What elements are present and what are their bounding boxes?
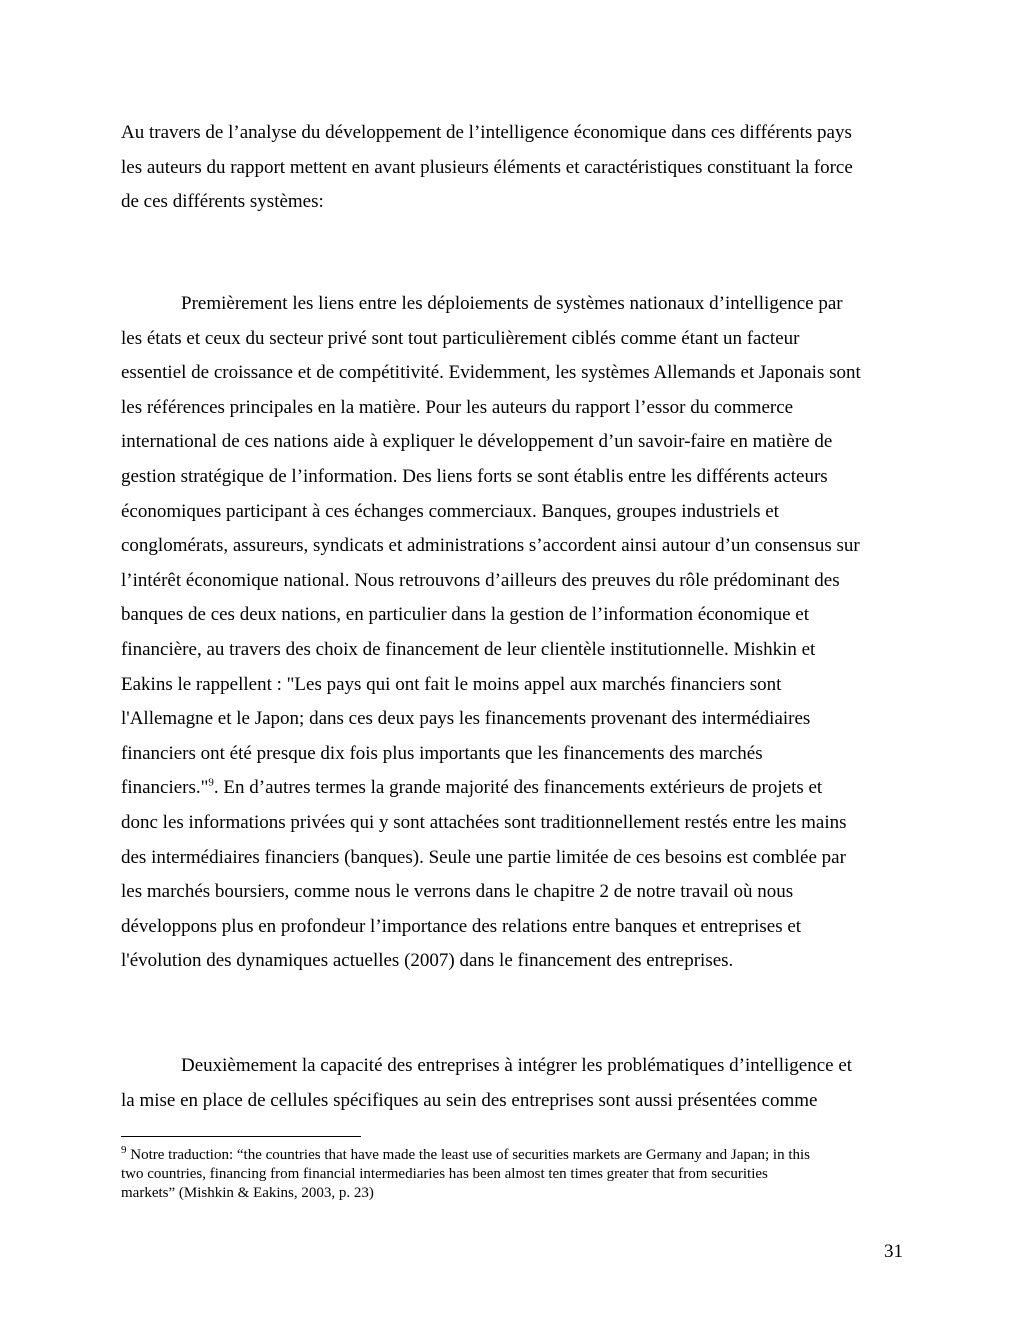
- text-line: l'Allemagne et le Japon; dans ces deux pays les financements provenant des intermédiaires: [121, 708, 811, 730]
- paragraph-premierement: [121, 287, 921, 979]
- text-line: des intermédiaires financiers (banques). Seule une partie limitée de ces besoins est comblée par: [121, 846, 846, 868]
- footnote: [121, 1146, 911, 1203]
- footnote-separator: [121, 1136, 361, 1137]
- text-line: les références principales en la matière. Pour les auteurs du rapport l’essor du commerce: [121, 396, 794, 418]
- text-line: [121, 1049, 921, 1084]
- text-line: conglomérats, assureurs, syndicats et administrations s’accordent ainsi autour d’un consensus sur: [121, 535, 860, 557]
- text-line: [121, 287, 921, 322]
- text-line: financière, au travers des choix de financement de leur clientèle institutionnelle. Mishkin et: [121, 638, 816, 660]
- text-line-with-footnote-ref: [121, 771, 921, 806]
- text-line: les auteurs du rapport mettent en avant plusieurs éléments et caractéristiques constituant la force: [121, 156, 853, 178]
- footnote-line: markets” (Mishkin & Eakins, 2003, p. 23): [121, 1185, 374, 1201]
- text-line: de ces différents systèmes:: [121, 191, 324, 213]
- footnote-number: 9: [121, 1144, 127, 1156]
- text-line: l’intérêt économique national. Nous retrouvons d’ailleurs des preuves du rôle prédominant des: [121, 569, 840, 591]
- text-line-end: . En d’autres termes la grande majorité des financements extérieurs de projets et: [213, 777, 823, 799]
- paragraph-deuxiemement: [121, 1049, 921, 1118]
- footnote-reference[interactable]: 9: [208, 776, 214, 789]
- footnote-text: Notre traduction: “the countries that have made the least use of securities markets are Germany and Japan; in this: [126, 1147, 811, 1163]
- page-number: 31: [884, 1241, 903, 1262]
- text-line: les marchés boursiers, comme nous le verrons dans le chapitre 2 de notre travail où nous: [121, 881, 794, 903]
- text-line: donc les informations privées qui y sont attachées sont traditionnellement restés entre les mains: [121, 811, 847, 833]
- text-line: l'évolution des dynamiques actuelles (2007) dans le financement des entreprises.: [121, 950, 734, 972]
- text-line: les états et ceux du secteur privé sont tout particulièrement ciblés comme étant un facteur: [121, 327, 800, 349]
- footnote-line: [121, 1146, 911, 1165]
- text-line: gestion stratégique de l’information. Des liens forts se sont établis entre les différents acteurs: [121, 465, 828, 487]
- text-line: économiques participant à ces échanges commerciaux. Banques, groupes industriels et: [121, 500, 779, 522]
- text-line: banques de ces deux nations, en particulier dans la gestion de l’information économique et: [121, 604, 810, 626]
- footnote-line: two countries, financing from financial intermediaries has been almost ten times greater that from securities: [121, 1166, 768, 1182]
- text-line: Au travers de l’analyse du développement de l’intelligence économique dans ces différents pays: [121, 122, 852, 143]
- text-line-content: Deuxièmement la capacité des entreprises à intégrer les problématiques d’intelligence et: [181, 1055, 853, 1076]
- text-line: essentiel de croissance et de compétitivité. Evidemment, les systèmes Allemands et Japonais sont: [121, 362, 861, 384]
- text-line: la mise en place de cellules spécifiques au sein des entreprises sont aussi présentées comme: [121, 1089, 818, 1111]
- text-line-content: Premièrement les liens entre les déploiements de systèmes nationaux d’intelligence par: [181, 293, 843, 314]
- text-line: international de ces nations aide à expliquer le développement d’un savoir-faire en matière de: [121, 431, 833, 453]
- text-line: développons plus en profondeur l’importance des relations entre banques et entreprises et: [121, 915, 802, 937]
- text-line: financiers ont été presque dix fois plus importants que les financements des marchés: [121, 742, 763, 764]
- text-line: Eakins le rappellent : "Les pays qui ont fait le moins appel aux marchés financiers sont: [121, 673, 782, 695]
- paragraph-intro: [121, 116, 921, 220]
- text-line-start: financiers.": [121, 777, 209, 799]
